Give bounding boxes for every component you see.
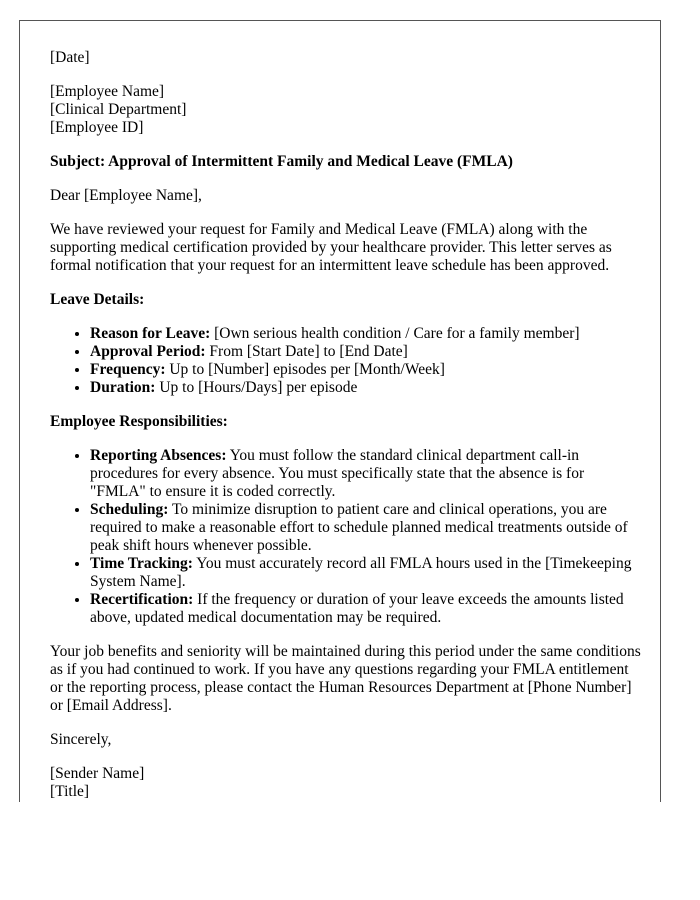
item-text: From [Start Date] to [End Date] — [205, 343, 408, 360]
recipient-block — [50, 83, 642, 137]
list-item — [90, 555, 642, 591]
item-label: Scheduling: — [90, 501, 169, 518]
item-label: Frequency: — [90, 361, 166, 378]
item-label: Time Tracking: — [90, 555, 193, 572]
sender-title: [Title] — [50, 783, 90, 800]
item-text: Up to [Number] episodes per [Month/Week] — [165, 361, 445, 378]
date-line: [Date] — [50, 49, 90, 66]
item-text: [Own serious health condition / Care for a family member] — [210, 325, 580, 342]
list-item — [90, 591, 642, 627]
letter-page — [19, 20, 661, 802]
employee-name: [Employee Name] — [50, 83, 165, 100]
sender-name: [Sender Name] — [50, 765, 145, 782]
leave-details-list — [50, 325, 642, 397]
signature-block — [50, 765, 642, 801]
list-item — [90, 325, 642, 343]
item-label: Reporting Absences: — [90, 447, 227, 464]
item-label: Duration: — [90, 379, 156, 396]
responsibilities-list — [50, 447, 642, 627]
salutation: Dear [Employee Name], — [50, 187, 202, 204]
letter-body — [50, 49, 642, 802]
employee-id: [Employee ID] — [50, 119, 144, 136]
list-item — [90, 343, 642, 361]
item-text: You must accurately record all FMLA hours used in the [Timekeeping System Name]. — [90, 555, 632, 590]
leave-details-heading: Leave Details: — [50, 291, 145, 308]
intro-paragraph: We have reviewed your request for Family and Medical Leave (FMLA) along with the supporting medical certification provided by your healthcare provider. This letter serves as formal notification that your request for an intermittent leave schedule has been approved. — [50, 221, 612, 274]
item-text: If the frequency or duration of your leave exceeds the amounts listed above, updated medical documentation may be required. — [90, 591, 624, 626]
responsibilities-heading: Employee Responsibilities: — [50, 413, 228, 430]
closing-paragraph: Your job benefits and seniority will be maintained during this period under the same conditions as if you had continued to work. If you have any questions regarding your FMLA entitlement or the reporting process, please contact the Human Resources Department at [Phone Number] or [Email Address]. — [50, 643, 641, 714]
subject-line: Subject: Approval of Intermittent Family and Medical Leave (FMLA) — [50, 153, 513, 170]
item-label: Reason for Leave: — [90, 325, 211, 342]
item-label: Approval Period: — [90, 343, 206, 360]
item-text: Up to [Hours/Days] per episode — [155, 379, 358, 396]
department-name: [Clinical Department] — [50, 101, 187, 118]
item-text: To minimize disruption to patient care and clinical operations, you are required to make a reasonable effort to schedule planned medical treatments outside of peak shift hours whenever possible. — [90, 501, 628, 554]
list-item — [90, 361, 642, 379]
list-item — [90, 379, 642, 397]
list-item — [90, 501, 642, 555]
signoff: Sincerely, — [50, 731, 112, 748]
item-text: You must follow the standard clinical department call-in procedures for every absence. You must specifically state that the absence is for "FMLA" to ensure it is coded correctly. — [90, 447, 585, 500]
item-label: Recertification: — [90, 591, 194, 608]
list-item — [90, 447, 642, 501]
